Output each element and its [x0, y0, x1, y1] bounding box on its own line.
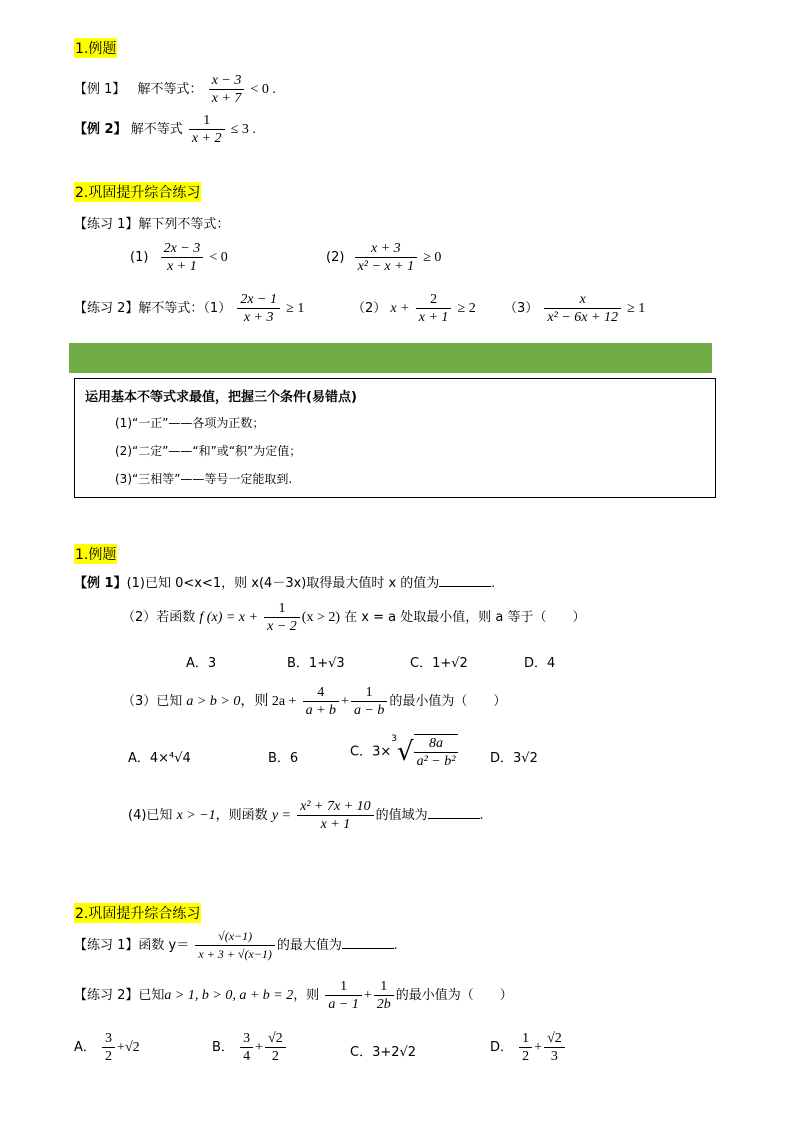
example-2 [74, 112, 256, 147]
practice-1-intro [74, 213, 229, 232]
practice-2b-option-d: D． $\frac{1}{2}$ + $\frac{√2}{3}$ [490, 1030, 567, 1065]
inequality-tail: ≤ 3 . [230, 122, 256, 137]
punct: . [393, 938, 398, 953]
question-text: 的最小值为（ ） [389, 694, 507, 709]
item-index: (1) [130, 250, 149, 265]
example-label: 【例 1】 [74, 82, 126, 97]
fraction: $\frac{\text{x² + 7x + 10}}{x + 1}$ [297, 798, 374, 833]
answer-blank [439, 574, 491, 587]
inequality-tail: < 0 [209, 250, 228, 265]
example-1-q1 [74, 572, 495, 592]
option-prefix: A． [74, 1040, 96, 1055]
fraction: $\frac{3}{4}$ [240, 1030, 253, 1065]
expression: ，则 2a + [240, 694, 297, 709]
q3-option-d: D．3√2 [490, 751, 538, 766]
q2-option-c: C．1+√2 [410, 656, 468, 671]
option-prefix: D． [490, 1040, 514, 1055]
inequality-tail: ≥ 0 [423, 250, 442, 265]
practice-2 [74, 291, 304, 326]
fraction: $\frac{x - 3}{x + 7}$ [209, 72, 245, 107]
tip-line-3: (3)“三相等”——等号一定能取到. [115, 472, 293, 486]
section-heading-practice-2: 2.巩固提升综合练习 [74, 903, 201, 923]
practice-1b [74, 928, 397, 963]
fraction: $\frac{x}{\text{x² − 6x + 12}}$ [544, 291, 621, 326]
tip-line-1: (1)“一正”——各项为正数； [115, 416, 265, 430]
item-index: (2) [326, 250, 345, 265]
practice-text: ，则 [293, 988, 320, 1003]
fraction: $\frac{1}{a - 1}$ [325, 978, 361, 1013]
question-text: ，则函数 [215, 808, 268, 823]
fraction: $\frac{2x - 3}{x + 1}$ [161, 240, 204, 275]
example-label: 【例 2】 [74, 122, 127, 137]
q3-option-a: A．4×⁴√4 [128, 751, 191, 766]
example-1-q3: （3）已知 a > b > 0，则 2a + $\frac{4}{a + b}$ + $\frac{1}{a - b}$ 的最小值为（ ） [122, 685, 507, 718]
fraction: $\frac{2x - 1}{x + 3}$ [237, 291, 280, 326]
tip-box [74, 378, 716, 498]
q2-option-d: D．4 [524, 656, 556, 671]
example-1 [74, 72, 276, 107]
practice-label: 【练习 2】 [74, 301, 139, 316]
condition: a > b > 0 [186, 694, 241, 709]
practice-text: 已知 [138, 988, 165, 1003]
fraction: $\frac{2}{x + 1}$ [416, 291, 452, 326]
practice-2-item-2 [352, 291, 476, 326]
condition: a > 1, b > 0, a + b = 2 [164, 988, 294, 1003]
tip-line-2: (2)“二定”——“和”或“积”为定值； [115, 444, 302, 458]
question-index: （3）已知 [122, 694, 183, 709]
question-text: (1)已知 0<x<1，则 x(4－3x)取得最大值时 x 的值为 [126, 576, 440, 591]
question-text: 的最大值为 [276, 938, 342, 953]
tip-title: 运用基本不等式求最值，把握三个条件(易错点) [85, 390, 357, 405]
fraction: $\frac{1}{x + 2}$ [189, 112, 225, 147]
fraction: $\frac{1}{2b}$ [374, 978, 394, 1013]
fraction: $\frac{√2}{3}$ [544, 1030, 565, 1065]
inequality-tail: ≥ 1 [627, 301, 646, 316]
punct: . [491, 576, 495, 591]
inequality-tail: ≥ 2 [457, 301, 476, 316]
practice-2b-option-a [74, 1030, 140, 1065]
condition: x > −1 [176, 808, 216, 823]
q3-option-b: B．6 [268, 751, 299, 766]
practice-2-item-3 [504, 291, 645, 326]
section-heading-examples: 1.例题 [74, 38, 117, 58]
practice-2b: 【练习 2】已知a > 1, b > 0, a + b = 2，则 $\frac{1}{a - 1}$ + $\frac{1}{2b}$ 的最小值为（ ） [74, 979, 513, 1012]
condition: (x > 2) [301, 610, 341, 625]
section-heading-examples-2: 1.例题 [74, 544, 117, 564]
fraction: $\frac{1}{x - 2}$ [264, 600, 300, 635]
inequality-tail: ≥ 1 [286, 301, 305, 316]
item-index: （1） [203, 301, 232, 316]
q2-option-b: B．1+√3 [287, 656, 345, 671]
inequality-tail: < 0 . [250, 82, 276, 97]
example-1-q2 [122, 600, 585, 635]
question-text: 的最小值为（ ） [395, 988, 513, 1003]
practice-1-item-2 [326, 240, 441, 275]
practice-text: 解下列不等式： [138, 217, 230, 232]
fraction: $\frac{1}{a - b}$ [351, 684, 387, 719]
fraction: $\frac{4}{a + b}$ [303, 684, 339, 719]
expression: +√2 [117, 1040, 140, 1055]
question-index: (4)已知 [128, 808, 173, 823]
practice-label: 【练习 2】 [74, 988, 139, 1003]
question-text: 的值域为 [375, 808, 428, 823]
question-index: （2）若函数 [122, 610, 196, 625]
practice-label: 【练习 1】 [74, 217, 139, 232]
practice-text: 函数 y＝ [138, 938, 190, 953]
fraction: $\frac{x + 3}{\text{x² − x + 1}}$ [355, 240, 418, 275]
fraction: $\frac{3}{2}$ [102, 1030, 115, 1065]
expression: f (x) = x + [199, 610, 258, 625]
example-label: 【例 1】 [74, 576, 127, 591]
example-text: 解不等式： [137, 82, 203, 97]
section-divider-bar [69, 343, 712, 373]
punct: . [479, 808, 484, 823]
answer-blank [428, 806, 480, 819]
option-prefix: B． [212, 1040, 234, 1055]
q3-option-c: C．3×$^3$√ $\frac{8a}{\text{a² − b²}}$ [350, 734, 460, 770]
expression: x + [390, 301, 410, 316]
practice-label: 【练习 1】 [74, 938, 139, 953]
example-text: 解不等式 [130, 122, 183, 137]
expression: y = [271, 808, 291, 823]
question-text: 在 x = a 处取最小值，则 a 等于（ ） [344, 610, 586, 625]
option-prefix: C．3× [350, 744, 392, 760]
item-index: （2） [352, 301, 387, 316]
example-1-q4 [128, 798, 483, 833]
practice-2b-option-b: B． $\frac{3}{4}$ + $\frac{√2}{2}$ [212, 1030, 288, 1065]
fraction: $\frac{√2}{2}$ [265, 1030, 286, 1065]
practice-2b-option-c: C．3+2√2 [350, 1045, 417, 1060]
fraction: $\frac{8a}{\text{a² − b²}}$ [414, 734, 459, 770]
section-heading-practice: 2.巩固提升综合练习 [74, 182, 201, 202]
fraction: $\frac{√(x-1)}{x + 3 + √(x-1)}$ [195, 928, 275, 963]
q2-option-a: A．3 [186, 656, 217, 671]
practice-text: 解不等式： [138, 301, 204, 316]
answer-blank [342, 936, 394, 949]
fraction: $\frac{1}{2}$ [519, 1030, 532, 1065]
practice-1-item-1 [130, 240, 228, 275]
item-index: （3） [504, 301, 539, 316]
